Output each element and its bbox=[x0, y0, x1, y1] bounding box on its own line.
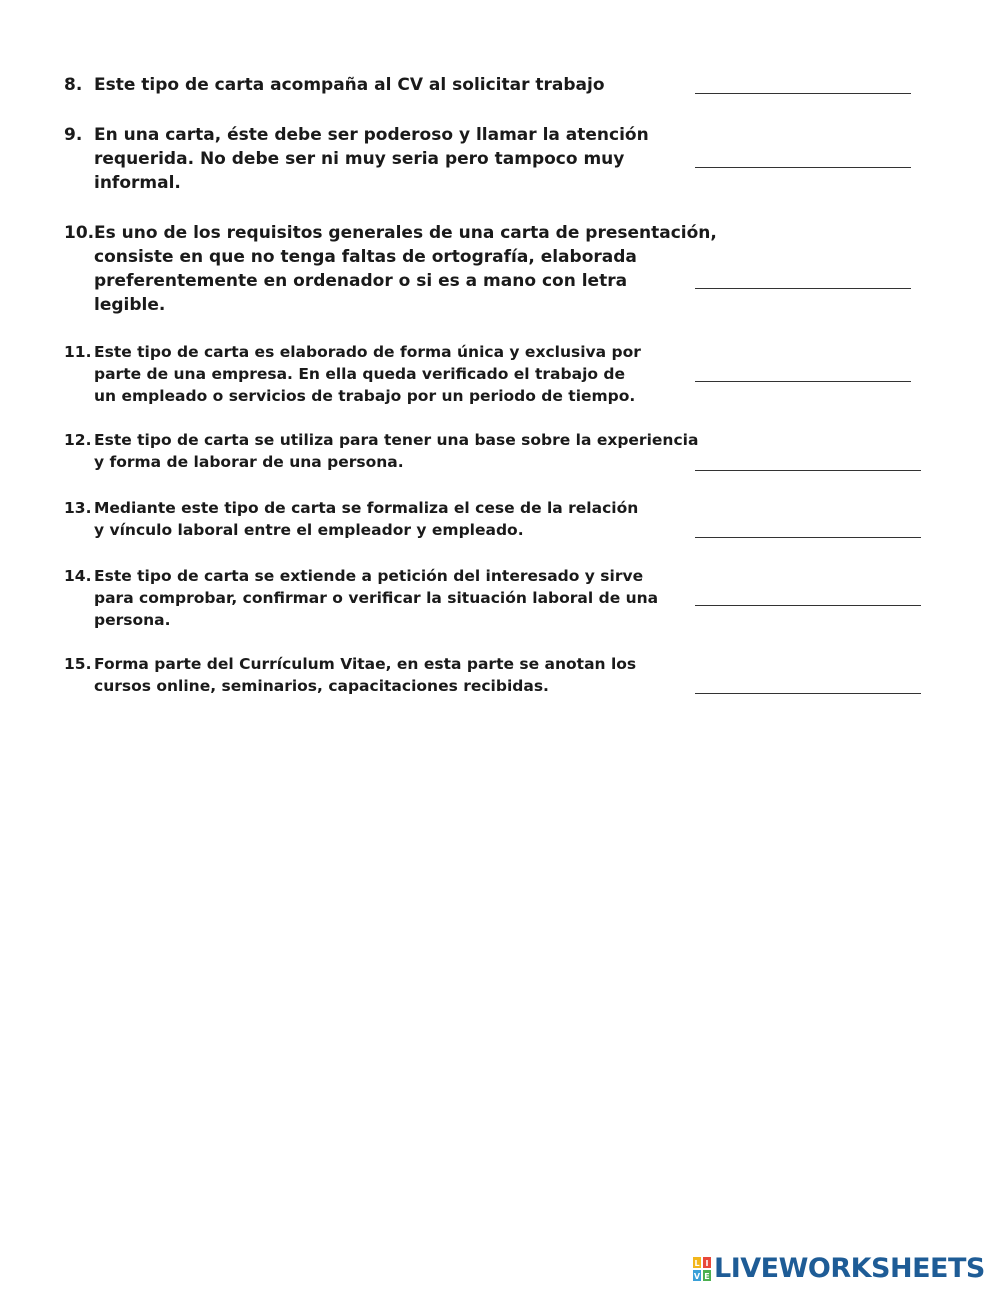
question-text: cursos online, seminarios, capacitaciones recibidas. bbox=[94, 677, 549, 695]
answer-blank-15[interactable] bbox=[695, 693, 921, 694]
question-text: un empleado o servicios de trabajo por un periodo de tiempo. bbox=[94, 387, 636, 405]
question-text: En una carta, éste debe ser poderoso y llamar la atención bbox=[94, 125, 649, 145]
question-text: consiste en que no tenga faltas de ortografía, elaborada bbox=[94, 247, 637, 267]
question-text: Mediante este tipo de carta se formaliza el cese de la relación bbox=[94, 499, 639, 517]
question-number: 15. bbox=[64, 655, 92, 673]
question-14 bbox=[64, 565, 658, 631]
question-number: 14. bbox=[64, 567, 92, 585]
question-text: parte de una empresa. En ella queda verificado el trabajo de bbox=[94, 365, 626, 383]
answer-blank-11[interactable] bbox=[695, 381, 911, 382]
question-11 bbox=[64, 341, 641, 407]
answer-blank-10[interactable] bbox=[695, 288, 911, 289]
question-number: 10. bbox=[64, 223, 95, 243]
question-text: Este tipo de carta acompaña al CV al solicitar trabajo bbox=[94, 75, 605, 95]
question-text: informal. bbox=[94, 173, 181, 193]
question-text: legible. bbox=[94, 295, 166, 315]
question-10 bbox=[64, 221, 717, 317]
answer-blank-13[interactable] bbox=[695, 537, 921, 538]
question-text: preferentemente en ordenador o si es a mano con letra bbox=[94, 271, 628, 291]
svg-text:L: L bbox=[694, 1259, 700, 1268]
question-text: persona. bbox=[94, 611, 171, 629]
question-text: y vínculo laboral entre el empleador y empleado. bbox=[94, 521, 524, 539]
question-number: 12. bbox=[64, 431, 92, 449]
answer-blank-12[interactable] bbox=[695, 470, 921, 471]
answer-blank-8[interactable] bbox=[695, 93, 911, 94]
question-number: 13. bbox=[64, 499, 92, 517]
answer-blank-9[interactable] bbox=[695, 167, 911, 168]
question-text: requerida. No debe ser ni muy seria pero tampoco muy bbox=[94, 149, 625, 169]
question-number: 8. bbox=[64, 75, 83, 95]
answer-blank-14[interactable] bbox=[695, 605, 921, 606]
liveworksheets-logo bbox=[693, 1254, 985, 1284]
svg-text:V: V bbox=[693, 1272, 701, 1281]
liveworksheets-logo-icon bbox=[693, 1257, 711, 1281]
question-text: Este tipo de carta se extiende a petición del interesado y sirve bbox=[94, 567, 644, 585]
question-number: 9. bbox=[64, 125, 83, 145]
question-8 bbox=[64, 73, 605, 97]
question-text: para comprobar, confirmar o verificar la situación laboral de una bbox=[94, 589, 659, 607]
question-text: Es uno de los requisitos generales de una carta de presentación, bbox=[94, 223, 717, 243]
question-text: Este tipo de carta es elaborado de forma única y exclusiva por bbox=[94, 343, 641, 361]
question-12 bbox=[64, 429, 698, 473]
question-text: Forma parte del Currículum Vitae, en esta parte se anotan los bbox=[94, 655, 637, 673]
logo-text: LIVEWORKSHEETS bbox=[714, 1253, 985, 1284]
svg-text:I: I bbox=[705, 1259, 709, 1268]
question-13 bbox=[64, 497, 638, 541]
question-text: Este tipo de carta se utiliza para tener una base sobre la experiencia bbox=[94, 431, 699, 449]
question-15 bbox=[64, 653, 636, 697]
question-text: y forma de laborar de una persona. bbox=[94, 453, 404, 471]
question-number: 11. bbox=[64, 343, 92, 361]
question-9 bbox=[64, 123, 649, 195]
svg-text:E: E bbox=[704, 1272, 710, 1281]
